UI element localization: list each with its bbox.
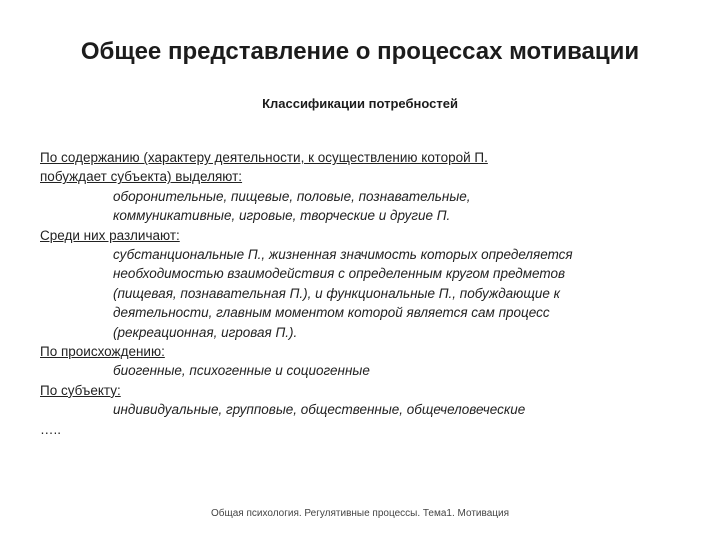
section-heading-line: побуждает субъекта) выделяют: [40, 169, 243, 185]
ellipsis: ….. [40, 421, 62, 437]
section-item-line: биогенные, психогенные и социогенные [113, 363, 370, 379]
slide-title: Общее представление о процессах мотивации [80, 38, 640, 65]
section-item-line: субстанциональные П., жизненная значимость которых определяется [113, 247, 573, 263]
section-item-line: оборонительные, пищевые, половые, познавательные, [113, 188, 471, 204]
section-item-line: коммуникативные, игровые, творческие и другие П. [113, 208, 451, 224]
section-heading-line: Среди них различают: [40, 227, 180, 243]
section-heading-line: По субъекту: [40, 382, 121, 398]
slide-body [40, 148, 690, 439]
section-item-line: необходимостью взаимодействия с определенным кругом предметов [113, 266, 566, 282]
section-item-line: (рекреационная, игровая П.). [113, 324, 298, 340]
section-item-line: индивидуальные, групповые, общественные, общечеловеческие [113, 402, 526, 418]
section-item-line: (пищевая, познавательная П.), и функциональные П., побуждающие к [113, 285, 560, 301]
section-heading-line: По происхождению: [40, 344, 165, 360]
section-item-line: деятельности, главным моментом которой является сам процесс [113, 305, 550, 321]
slide-subtitle: Классификации потребностей [262, 96, 458, 111]
slide-footer: Общая психология. Регулятивные процессы. Тема1. Мотивация [211, 508, 509, 519]
section-heading-line: По содержанию (характеру деятельности, к осуществлению которой П. [40, 150, 488, 165]
